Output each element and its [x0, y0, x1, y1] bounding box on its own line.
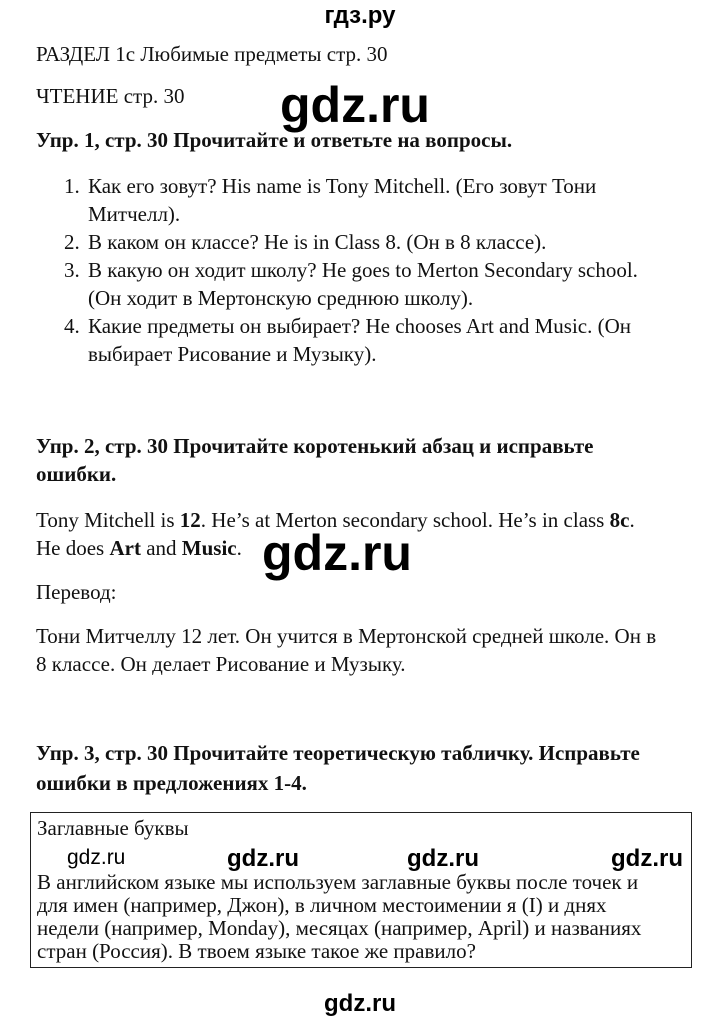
- ex1-heading: Упр. 1, стр. 30 Прочитайте и ответьте на вопросы.: [36, 128, 513, 152]
- translation-text: [36, 622, 696, 678]
- watermark: gdz.ru: [67, 846, 126, 869]
- watermark: gdz.ru: [611, 845, 683, 872]
- item-number: 2.: [64, 230, 80, 254]
- list-item: [36, 256, 676, 312]
- text: .: [629, 508, 635, 532]
- ex1-list: [36, 172, 676, 368]
- watermark: gdz.ru: [227, 845, 299, 872]
- box-text: [37, 871, 641, 963]
- ex3-heading: [36, 738, 640, 798]
- text: and: [140, 536, 182, 560]
- item-text: (Он ходит в Мертонскую среднюю школу).: [88, 286, 474, 310]
- reading-title: ЧТЕНИЕ стр. 30: [36, 84, 185, 108]
- item-text: выбирает Рисование и Музыку).: [88, 342, 377, 366]
- list-item: [36, 312, 676, 368]
- watermark: gdz.ru: [407, 845, 479, 872]
- watermark: gdz.ru: [324, 990, 396, 1017]
- list-item: [36, 228, 676, 256]
- heading-line: Упр. 3, стр. 30 Прочитайте теоретическую табличку. Исправьте: [36, 741, 640, 765]
- item-text: В каком он классе? He is in Class 8. (Он в 8 классе).: [88, 230, 547, 254]
- heading-line: ошибки.: [36, 462, 117, 486]
- text: .: [236, 536, 242, 560]
- bold-text: 12: [179, 508, 201, 532]
- translation-line: 8 классе. Он делает Рисование и Музыку.: [36, 652, 406, 676]
- bold-text: 8c: [609, 508, 630, 532]
- rule-box: [30, 812, 692, 968]
- item-text: Какие предметы он выбирает? He chooses Art and Music. (Он: [88, 314, 632, 338]
- text: He does: [36, 536, 110, 560]
- item-text: Как его зовут? His name is Tony Mitchell. (Его зовут Тони: [88, 174, 597, 198]
- watermark: gdz.ru: [262, 525, 412, 581]
- bold-text: Art: [109, 536, 141, 560]
- watermark: gdz.ru: [280, 77, 430, 133]
- item-text: В какую он ходит школу? He goes to Merton Secondary school.: [88, 258, 638, 282]
- translation-line: Тони Митчеллу 12 лет. Он учится в Мертонской средней школе. Он в: [36, 624, 657, 648]
- site-header: гдз.ру: [324, 2, 396, 29]
- ex2-heading: [36, 432, 594, 488]
- item-number: 1.: [64, 174, 80, 198]
- translation-label: Перевод:: [36, 580, 117, 604]
- text: . He’s at Merton secondary school. He’s in class: [200, 508, 610, 532]
- heading-line: ошибки в предложениях 1-4.: [36, 771, 307, 795]
- box-line: стран (Россия). В твоем языке такое же правило?: [37, 939, 476, 963]
- item-number: 3.: [64, 258, 80, 282]
- box-line: недели (например, Monday), месяцах (например, April) и названиях: [37, 916, 642, 940]
- list-item: [36, 172, 676, 228]
- heading-line: Упр. 2, стр. 30 Прочитайте коротенький абзац и исправьте: [36, 434, 594, 458]
- bold-text: Music: [181, 536, 237, 560]
- item-number: 4.: [64, 314, 80, 338]
- section-title: РАЗДЕЛ 1с Любимые предметы стр. 30: [36, 42, 388, 66]
- box-line: для имен (например, Джон), в личном местоимении я (I) и днях: [37, 893, 607, 917]
- item-text: Митчелл).: [88, 202, 181, 226]
- text: Tony Mitchell is: [36, 508, 180, 532]
- box-line: В английском языке мы используем заглавные буквы после точек и: [37, 870, 639, 894]
- box-title: Заглавные буквы: [37, 816, 189, 840]
